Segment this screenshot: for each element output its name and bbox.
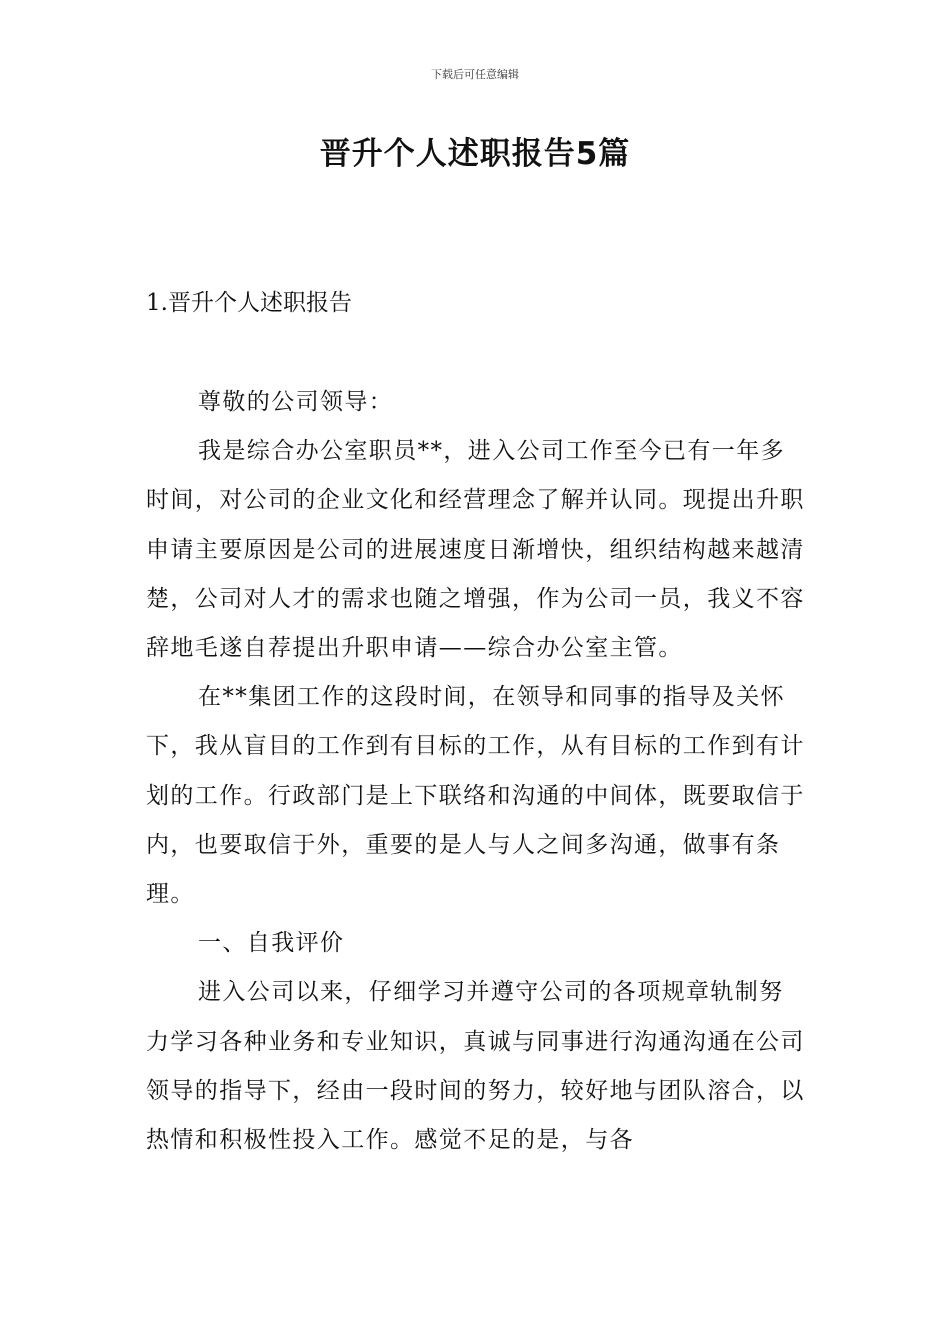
header-note: 下载后可任意编辑 <box>431 68 519 81</box>
body-paragraph: 我是综合办公室职员**，进入公司工作至今已有一年多时间，对公司的企业文化和经营理念了解并认同。现提出升职申请主要原因是公司的进展速度日渐增快，组织结构越来越清楚，公司对人才的需求也随之增强，作为公司一员，我义不容辞地毛遂自荐提出升职申请——综合办公室主管。 <box>146 438 805 662</box>
salutation-paragraph: 尊敬的公司领导： <box>198 389 394 415</box>
section-heading: 1.晋升个人述职报告 <box>146 290 352 316</box>
body-paragraph: 进入公司以来，仔细学习并遵守公司的各项规章轨制努力学习各种业务和专业知识，真诚与同事进行沟通沟通在公司领导的指导下，经由一段时间的努力，较好地与团队溶合，以热情和积极性投入工作。感觉不足的是，与各 <box>146 979 805 1154</box>
body-paragraph: 在**集团工作的这段时间，在领导和同事的指导及关怀下，我从盲目的工作到有目标的工作，从有目标的工作到有计划的工作。行政部门是上下联络和沟通的中间体，既要取信于内，也要取信于外，重要的是人与人之间多沟通，做事有条理。 <box>146 684 805 908</box>
body-text <box>146 378 806 1165</box>
document-title: 晋升个人述职报告5篇 <box>319 136 631 172</box>
subsection-heading: 一、自我评价 <box>198 930 345 957</box>
